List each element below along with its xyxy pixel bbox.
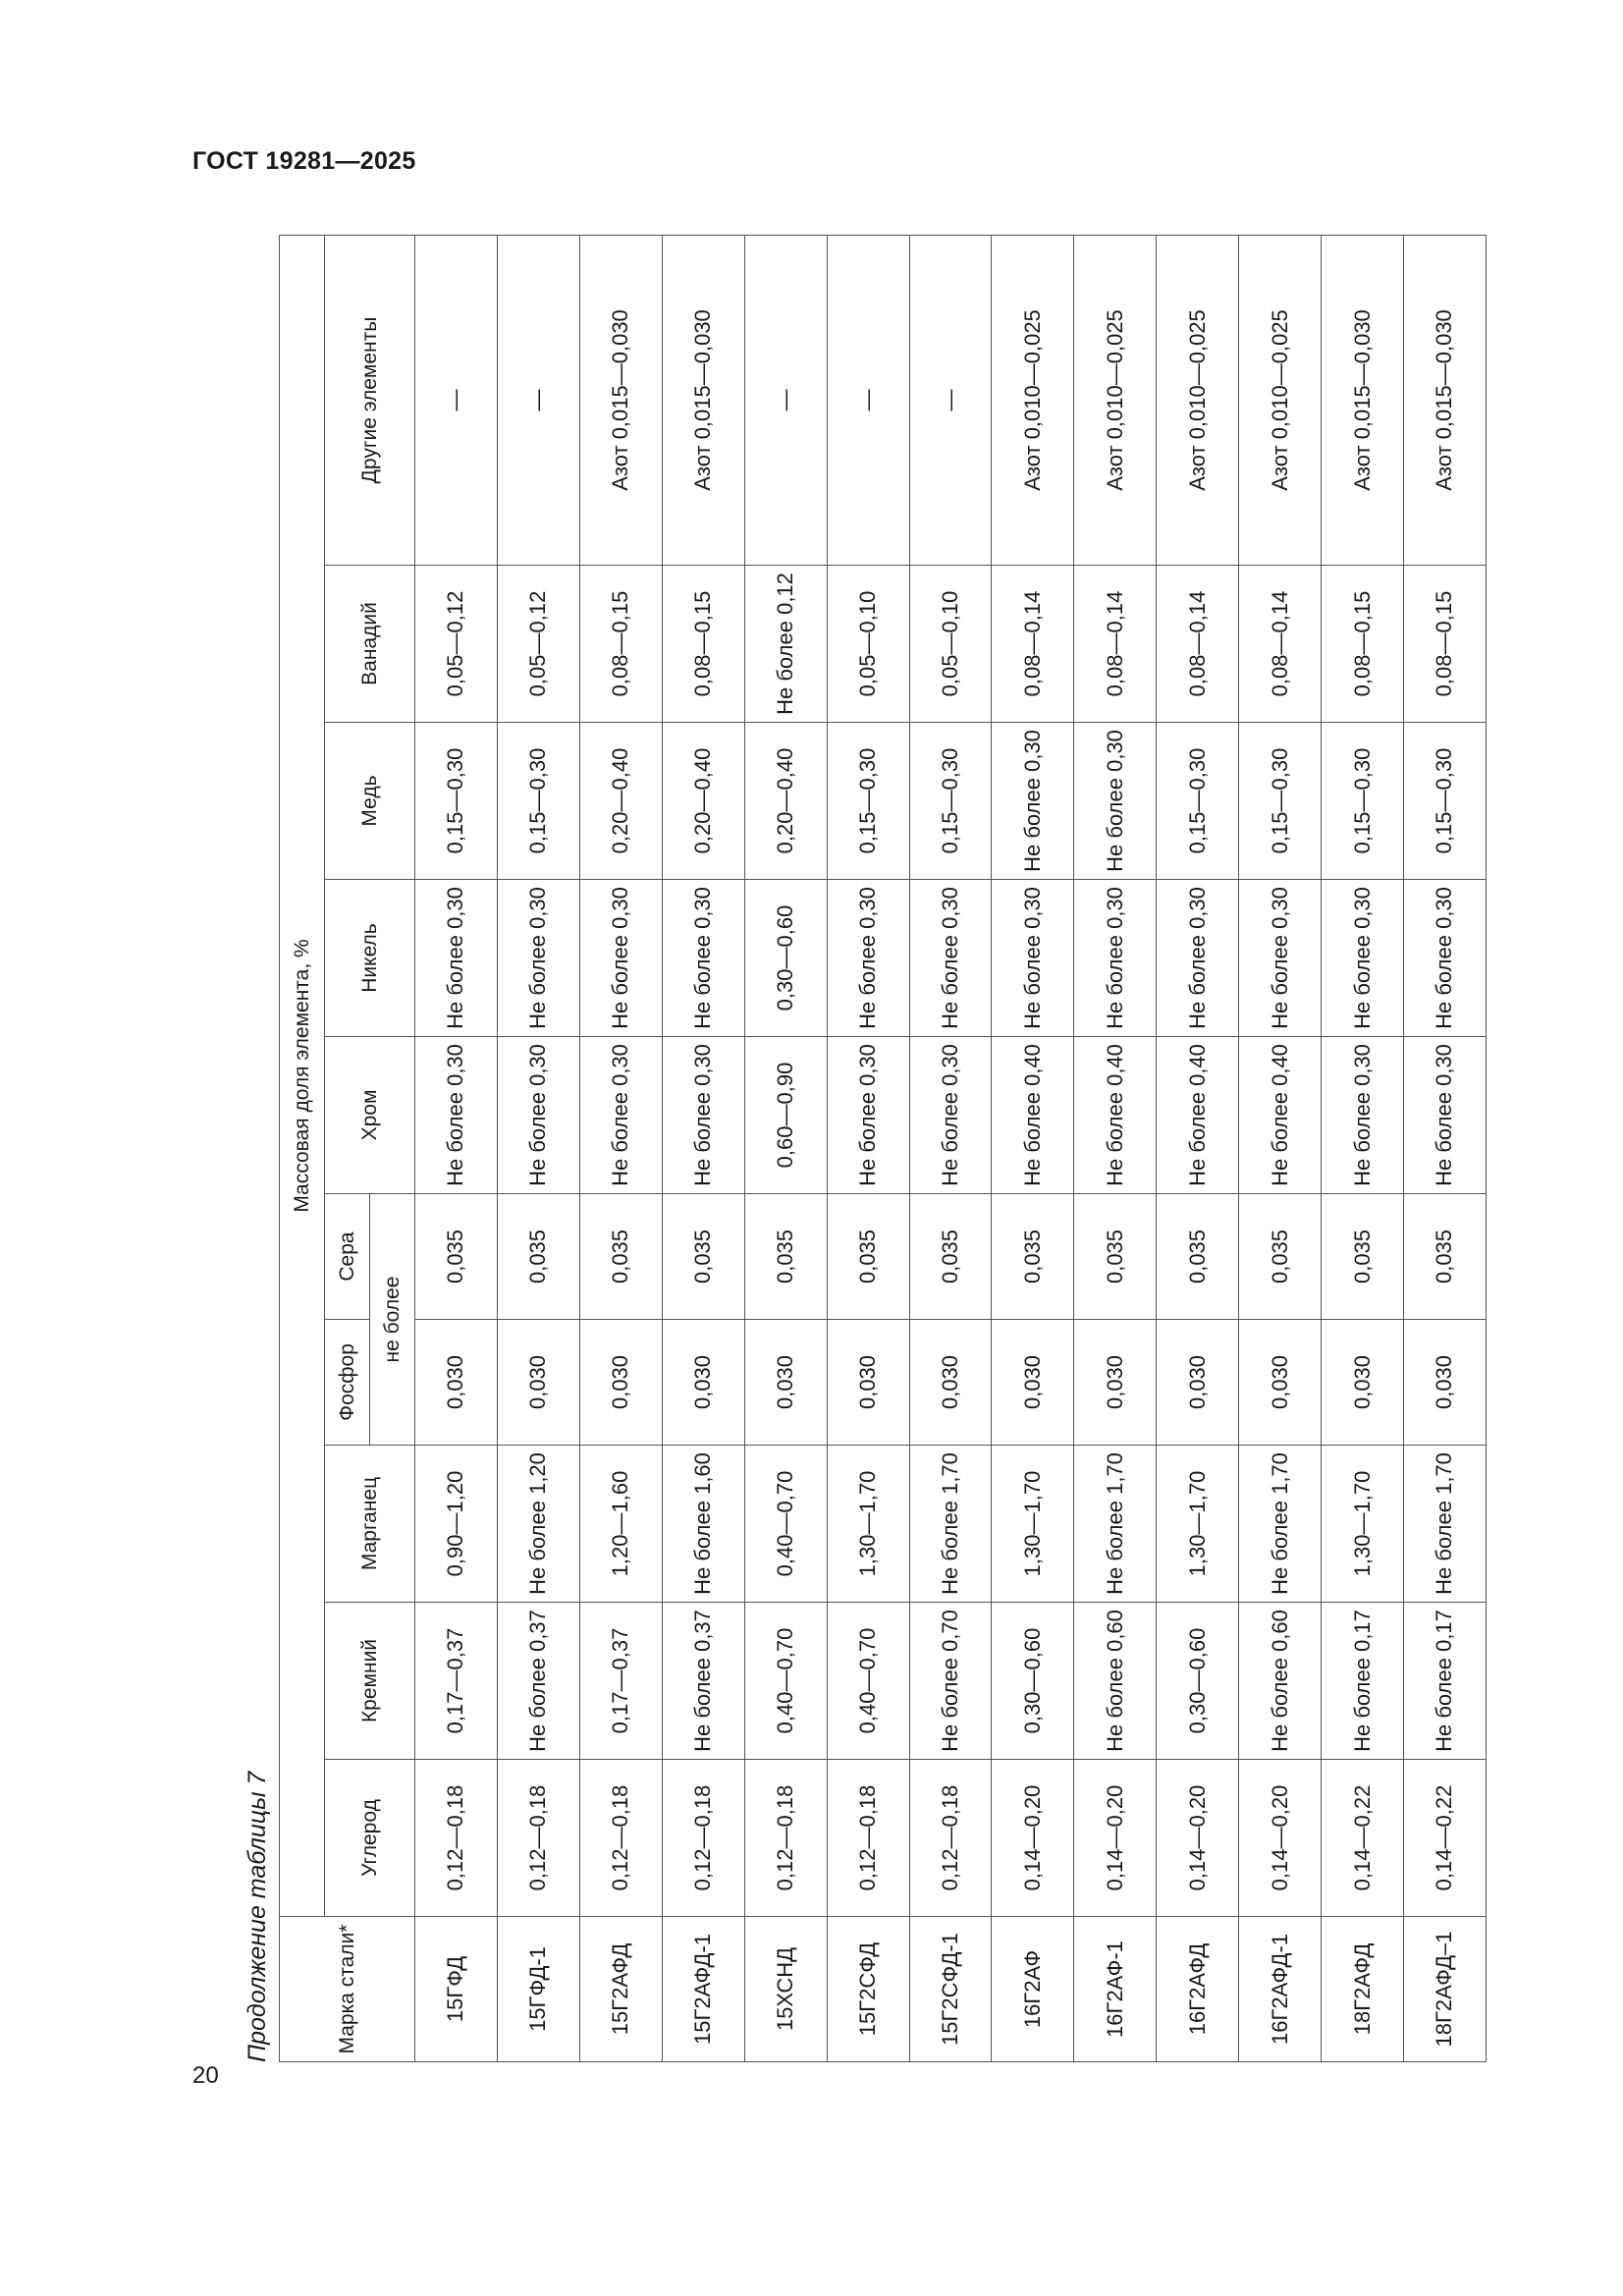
cell-chromium: Не более 0,30 [662, 1037, 744, 1194]
header-other: Другие элементы [325, 235, 415, 565]
cell-other: Азот 0,010—0,025 [1074, 235, 1157, 565]
cell-sulfur: 0,035 [744, 1194, 827, 1320]
header-sulfur: Сера [325, 1194, 370, 1320]
cell-sulfur: 0,035 [579, 1194, 662, 1320]
cell-carbon: 0,12—0,18 [744, 1760, 827, 1917]
cell-phosphorus: 0,030 [992, 1320, 1074, 1446]
cell-nickel: Не более 0,30 [827, 880, 909, 1037]
cell-grade: 18Г2АФД [1322, 1917, 1404, 2062]
cell-carbon: 0,14—0,20 [1157, 1760, 1239, 1917]
cell-carbon: 0,14—0,20 [992, 1760, 1074, 1917]
cell-silicon: Не более 0,17 [1404, 1603, 1487, 1760]
cell-silicon: Не более 0,70 [909, 1603, 992, 1760]
cell-grade: 15ГФД [415, 1917, 498, 2062]
cell-sulfur: 0,035 [827, 1194, 909, 1320]
cell-manganese: Не более 1,70 [1074, 1446, 1157, 1603]
table-row [909, 235, 992, 2061]
cell-other: Азот 0,015—0,030 [1322, 235, 1404, 565]
header-grade: Марка стали* [280, 1917, 415, 2062]
cell-chromium: Не более 0,30 [1322, 1037, 1404, 1194]
cell-copper: 0,15—0,30 [415, 723, 498, 880]
cell-copper: 0,15—0,30 [497, 723, 579, 880]
cell-nickel: Не более 0,30 [1239, 880, 1322, 1037]
cell-vanadium: 0,08—0,15 [579, 566, 662, 723]
cell-phosphorus: 0,030 [909, 1320, 992, 1446]
table-caption: Продолжение таблицы 7 [243, 1771, 271, 2062]
cell-vanadium: 0,05—0,10 [827, 566, 909, 723]
cell-manganese: 1,30—1,70 [992, 1446, 1074, 1603]
cell-phosphorus: 0,030 [1322, 1320, 1404, 1446]
header-carbon: Углерод [325, 1760, 415, 1917]
cell-sulfur: 0,035 [1157, 1194, 1239, 1320]
steel-composition-table [279, 235, 1487, 2062]
cell-other: Азот 0,015—0,030 [579, 235, 662, 565]
cell-copper: 0,20—0,40 [744, 723, 827, 880]
cell-grade: 15ХСНД [744, 1917, 827, 2062]
cell-carbon: 0,14—0,22 [1404, 1760, 1487, 1917]
cell-manganese: Не более 1,60 [662, 1446, 744, 1603]
cell-other: Азот 0,015—0,030 [662, 235, 744, 565]
cell-nickel: 0,30—0,60 [744, 880, 827, 1037]
cell-sulfur: 0,035 [497, 1194, 579, 1320]
cell-sulfur: 0,035 [909, 1194, 992, 1320]
cell-copper: Не более 0,30 [992, 723, 1074, 880]
cell-silicon: 0,17—0,37 [415, 1603, 498, 1760]
header-row-1 [280, 235, 325, 2061]
header-nickel: Никель [325, 880, 415, 1037]
cell-sulfur: 0,035 [1322, 1194, 1404, 1320]
cell-phosphorus: 0,030 [579, 1320, 662, 1446]
header-mass-fraction: Массовая доля элемента, % [280, 235, 325, 1916]
table-row [579, 235, 662, 2061]
cell-other: — [497, 235, 579, 565]
cell-chromium: Не более 0,30 [1404, 1037, 1487, 1194]
cell-nickel: Не более 0,30 [1157, 880, 1239, 1037]
cell-carbon: 0,12—0,18 [497, 1760, 579, 1917]
table-row [827, 235, 909, 2061]
cell-grade: 15Г2СФД-1 [909, 1917, 992, 2062]
cell-other: Азот 0,015—0,030 [1404, 235, 1487, 565]
cell-nickel: Не более 0,30 [1074, 880, 1157, 1037]
cell-copper: 0,15—0,30 [909, 723, 992, 880]
cell-phosphorus: 0,030 [1074, 1320, 1157, 1446]
cell-chromium: Не более 0,40 [1157, 1037, 1239, 1194]
header-row-2 [325, 235, 370, 2061]
cell-nickel: Не более 0,30 [992, 880, 1074, 1037]
cell-vanadium: 0,08—0,14 [1074, 566, 1157, 723]
cell-silicon: Не более 0,37 [662, 1603, 744, 1760]
cell-phosphorus: 0,030 [744, 1320, 827, 1446]
cell-sulfur: 0,035 [992, 1194, 1074, 1320]
header-vanadium: Ванадий [325, 566, 415, 723]
cell-phosphorus: 0,030 [415, 1320, 498, 1446]
cell-vanadium: 0,05—0,12 [497, 566, 579, 723]
cell-carbon: 0,12—0,18 [579, 1760, 662, 1917]
cell-manganese: Не более 1,70 [1239, 1446, 1322, 1603]
cell-phosphorus: 0,030 [497, 1320, 579, 1446]
table-row [1404, 235, 1487, 2061]
cell-grade: 16Г2АФД-1 [1239, 1917, 1322, 2062]
cell-sulfur: 0,035 [1074, 1194, 1157, 1320]
table-row [1157, 235, 1239, 2061]
cell-nickel: Не более 0,30 [1404, 880, 1487, 1037]
cell-grade: 15Г2АФД-1 [662, 1917, 744, 2062]
cell-silicon: 0,30—0,60 [992, 1603, 1074, 1760]
cell-chromium: 0,60—0,90 [744, 1037, 827, 1194]
table-row [744, 235, 827, 2061]
cell-vanadium: 0,08—0,15 [1404, 566, 1487, 723]
cell-vanadium: 0,08—0,14 [992, 566, 1074, 723]
cell-nickel: Не более 0,30 [497, 880, 579, 1037]
cell-vanadium: 0,08—0,14 [1157, 566, 1239, 723]
cell-carbon: 0,14—0,20 [1239, 1760, 1322, 1917]
cell-chromium: Не более 0,40 [1074, 1037, 1157, 1194]
cell-vanadium: Не более 0,12 [744, 566, 827, 723]
cell-grade: 16Г2АФД [1157, 1917, 1239, 2062]
document-header: ГОСТ 19281—2025 [192, 147, 416, 175]
cell-chromium: Не более 0,30 [497, 1037, 579, 1194]
cell-grade: 15ГФД-1 [497, 1917, 579, 2062]
cell-phosphorus: 0,030 [662, 1320, 744, 1446]
cell-sulfur: 0,035 [1404, 1194, 1487, 1320]
cell-chromium: Не более 0,30 [579, 1037, 662, 1194]
cell-other: Азот 0,010—0,025 [1157, 235, 1239, 565]
cell-manganese: Не более 1,20 [497, 1446, 579, 1603]
cell-phosphorus: 0,030 [1157, 1320, 1239, 1446]
header-copper: Медь [325, 723, 415, 880]
cell-vanadium: 0,05—0,10 [909, 566, 992, 723]
table-row [415, 235, 498, 2061]
cell-grade: 16Г2АФ-1 [1074, 1917, 1157, 2062]
cell-vanadium: 0,08—0,15 [662, 566, 744, 723]
cell-other: — [909, 235, 992, 565]
cell-phosphorus: 0,030 [827, 1320, 909, 1446]
cell-chromium: Не более 0,30 [415, 1037, 498, 1194]
cell-nickel: Не более 0,30 [415, 880, 498, 1037]
table-row [992, 235, 1074, 2061]
cell-chromium: Не более 0,30 [827, 1037, 909, 1194]
cell-chromium: Не более 0,40 [1239, 1037, 1322, 1194]
table-row [662, 235, 744, 2061]
cell-copper: 0,15—0,30 [1322, 723, 1404, 880]
cell-copper: 0,20—0,40 [662, 723, 744, 880]
header-manganese: Марганец [325, 1446, 415, 1603]
header-max-note: не более [370, 1194, 415, 1446]
cell-copper: 0,15—0,30 [1239, 723, 1322, 880]
cell-silicon: 0,40—0,70 [827, 1603, 909, 1760]
cell-carbon: 0,12—0,18 [827, 1760, 909, 1917]
cell-other: Азот 0,010—0,025 [1239, 235, 1322, 565]
cell-carbon: 0,14—0,22 [1322, 1760, 1404, 1917]
cell-sulfur: 0,035 [415, 1194, 498, 1320]
cell-grade: 16Г2АФ [992, 1917, 1074, 2062]
cell-vanadium: 0,05—0,12 [415, 566, 498, 723]
table-row [1239, 235, 1322, 2061]
cell-vanadium: 0,08—0,15 [1322, 566, 1404, 723]
cell-manganese: 1,20—1,60 [579, 1446, 662, 1603]
cell-sulfur: 0,035 [662, 1194, 744, 1320]
cell-carbon: 0,12—0,18 [662, 1760, 744, 1917]
cell-carbon: 0,14—0,20 [1074, 1760, 1157, 1917]
cell-other: Азот 0,010—0,025 [992, 235, 1074, 565]
cell-grade: 15Г2АФД [579, 1917, 662, 2062]
cell-grade: 15Г2СФД [827, 1917, 909, 2062]
cell-manganese: 0,90—1,20 [415, 1446, 498, 1603]
cell-copper: 0,15—0,30 [827, 723, 909, 880]
cell-nickel: Не более 0,30 [909, 880, 992, 1037]
cell-silicon: Не более 0,17 [1322, 1603, 1404, 1760]
table-row [497, 235, 579, 2061]
cell-manganese: Не более 1,70 [909, 1446, 992, 1603]
cell-copper: 0,15—0,30 [1157, 723, 1239, 880]
cell-silicon: 0,30—0,60 [1157, 1603, 1239, 1760]
page-number: 20 [192, 2062, 219, 2089]
cell-chromium: Не более 0,30 [909, 1037, 992, 1194]
cell-chromium: Не более 0,40 [992, 1037, 1074, 1194]
cell-vanadium: 0,08—0,14 [1239, 566, 1322, 723]
cell-silicon: Не более 0,60 [1239, 1603, 1322, 1760]
cell-phosphorus: 0,030 [1404, 1320, 1487, 1446]
cell-manganese: 1,30—1,70 [1157, 1446, 1239, 1603]
cell-other: — [744, 235, 827, 565]
cell-other: — [827, 235, 909, 565]
cell-nickel: Не более 0,30 [1322, 880, 1404, 1037]
cell-copper: 0,20—0,40 [579, 723, 662, 880]
cell-copper: Не более 0,30 [1074, 723, 1157, 880]
cell-other: — [415, 235, 498, 565]
header-phosphorus: Фосфор [325, 1320, 370, 1446]
table-row [1074, 235, 1157, 2061]
cell-copper: 0,15—0,30 [1404, 723, 1487, 880]
cell-manganese: 1,30—1,70 [827, 1446, 909, 1603]
cell-carbon: 0,12—0,18 [909, 1760, 992, 1917]
cell-silicon: Не более 0,60 [1074, 1603, 1157, 1760]
cell-nickel: Не более 0,30 [579, 880, 662, 1037]
cell-silicon: 0,17—0,37 [579, 1603, 662, 1760]
cell-phosphorus: 0,030 [1239, 1320, 1322, 1446]
cell-manganese: 0,40—0,70 [744, 1446, 827, 1603]
cell-silicon: 0,40—0,70 [744, 1603, 827, 1760]
cell-carbon: 0,12—0,18 [415, 1760, 498, 1917]
cell-grade: 18Г2АФД–1 [1404, 1917, 1487, 2062]
cell-silicon: Не более 0,37 [497, 1603, 579, 1760]
cell-manganese: 1,30—1,70 [1322, 1446, 1404, 1603]
rotated-table-block [238, 236, 1494, 2062]
cell-sulfur: 0,035 [1239, 1194, 1322, 1320]
table-row [1322, 235, 1404, 2061]
header-chromium: Хром [325, 1037, 415, 1194]
header-silicon: Кремний [325, 1603, 415, 1760]
cell-nickel: Не более 0,30 [662, 880, 744, 1037]
cell-manganese: Не более 1,70 [1404, 1446, 1487, 1603]
